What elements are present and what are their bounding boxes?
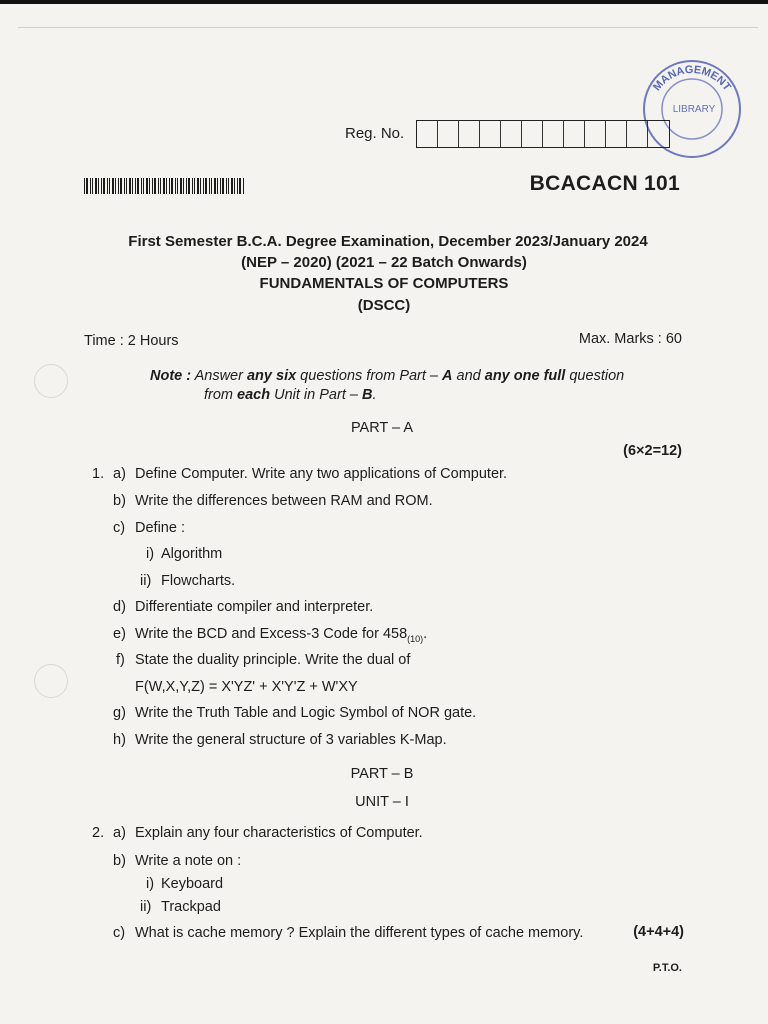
part-a-heading: PART – A xyxy=(350,420,414,436)
note-line-2 xyxy=(150,386,690,405)
barcode-bar xyxy=(171,178,173,194)
reg-no-digit-box[interactable] xyxy=(501,121,522,147)
barcode xyxy=(84,178,247,194)
question-number: 2. xyxy=(92,825,105,841)
barcode-bar xyxy=(169,178,170,194)
barcode-bar xyxy=(203,178,204,194)
reg-no-digit-box[interactable] xyxy=(648,121,669,147)
max-marks: Max. Marks : 60 xyxy=(578,331,682,347)
reg-no-digit-box[interactable] xyxy=(585,121,606,147)
question-1d: Differentiate compiler and interpreter. xyxy=(135,599,374,615)
barcode-bar xyxy=(180,178,182,194)
question-1c: Define : xyxy=(135,520,185,536)
barcode-bar xyxy=(141,178,142,194)
punch-hole-mark xyxy=(34,664,68,698)
barcode-bar xyxy=(126,178,127,194)
barcode-bar xyxy=(228,178,229,194)
question-2b: Write a note on : xyxy=(135,853,242,869)
barcode-bar xyxy=(205,178,207,194)
barcode-bar xyxy=(222,178,224,194)
barcode-bar xyxy=(234,178,235,194)
sub-question-label: f) xyxy=(116,652,125,668)
question-2b-ii: Trackpad xyxy=(161,899,221,915)
note-text: from xyxy=(204,387,238,403)
barcode-bar xyxy=(120,178,122,194)
barcode-bar xyxy=(95,178,97,194)
part-a-marks: (6×2=12) xyxy=(623,443,682,459)
question-1f: State the duality principle. Write the dual of xyxy=(135,652,411,668)
barcode-bar xyxy=(109,178,110,194)
note-emphasis: each xyxy=(237,387,271,403)
note-emphasis: A xyxy=(442,368,453,384)
barcode-bar xyxy=(163,178,165,194)
boolean-expression: F(W,X,Y,Z) = X'YZ' + X'Y'Z + W'XY xyxy=(135,679,358,695)
reg-no-digit-box[interactable] xyxy=(417,121,438,147)
barcode-bar xyxy=(231,178,233,194)
sub-question-label: h) xyxy=(113,732,126,748)
barcode-bar xyxy=(90,178,91,194)
note-text: question xyxy=(565,368,625,384)
question-number: 1. xyxy=(92,466,105,482)
question-2a: Explain any four characteristics of Computer. xyxy=(135,825,423,841)
question-1e-end: . xyxy=(423,626,428,642)
sub-question-label: b) xyxy=(113,853,126,869)
note-text: Unit in Part – xyxy=(270,387,362,403)
barcode-bar xyxy=(84,178,85,194)
barcode-bar xyxy=(183,178,184,194)
reg-no-digit-box[interactable] xyxy=(543,121,564,147)
barcode-bar xyxy=(152,178,153,194)
question-2b-i: Keyboard xyxy=(161,876,224,892)
sub-part-label: ii) xyxy=(140,899,152,915)
reg-no-boxes[interactable] xyxy=(416,120,670,148)
barcode-bar xyxy=(188,178,190,194)
reg-no-digit-box[interactable] xyxy=(606,121,627,147)
note-emphasis: B xyxy=(361,387,373,403)
note-emphasis: any six xyxy=(246,368,297,384)
paper-code: BCACACN 101 xyxy=(529,172,680,195)
question-1e-text: Write the BCD and Excess-3 Code for 458 xyxy=(135,626,408,642)
sub-question-label: a) xyxy=(113,466,126,482)
barcode-bar xyxy=(209,178,210,194)
question-1c-i: Algorithm xyxy=(161,546,223,562)
barcode-bar xyxy=(177,178,178,194)
unit-heading: UNIT – I xyxy=(355,794,409,810)
barcode-bar xyxy=(143,178,144,194)
scan-top-edge xyxy=(0,0,768,4)
barcode-bar xyxy=(86,178,88,194)
exam-scheme: (NEP – 2020) (2021 – 22 Batch Onwards) xyxy=(241,254,527,271)
note-label: Note : xyxy=(150,368,192,384)
reg-no-digit-box[interactable] xyxy=(522,121,543,147)
sub-part-label: i) xyxy=(146,546,155,562)
sub-question-label: e) xyxy=(113,626,126,642)
barcode-bar xyxy=(154,178,156,194)
question-1a: Define Computer. Write any two applications of Computer. xyxy=(135,466,508,482)
barcode-bar xyxy=(192,178,193,194)
note-text: Answer xyxy=(194,368,247,384)
barcode-bar xyxy=(220,178,221,194)
barcode-bar xyxy=(129,178,131,194)
barcode-bar xyxy=(146,178,148,194)
barcode-bar xyxy=(92,178,93,194)
stamp-center-text: LIBRARY xyxy=(672,104,716,115)
barcode-bar xyxy=(217,178,218,194)
sub-question-label: g) xyxy=(113,705,126,721)
barcode-bar xyxy=(194,178,195,194)
barcode-bar xyxy=(160,178,161,194)
question-2c: What is cache memory ? Explain the different types of cache memory. xyxy=(135,925,584,941)
sub-question-label: a) xyxy=(113,825,126,841)
question-1b: Write the differences between RAM and ROM. xyxy=(135,493,433,509)
sub-part-label: i) xyxy=(146,876,155,892)
barcode-bar xyxy=(137,178,139,194)
barcode-bar xyxy=(186,178,187,194)
barcode-bar xyxy=(107,178,108,194)
question-1g: Write the Truth Table and Logic Symbol of NOR gate. xyxy=(135,705,477,721)
reg-no-digit-box[interactable] xyxy=(564,121,585,147)
part-b-heading: PART – B xyxy=(350,766,414,782)
barcode-bar xyxy=(166,178,167,194)
subject-title: FUNDAMENTALS OF COMPUTERS xyxy=(259,275,509,292)
barcode-bar xyxy=(98,178,99,194)
note-text: questions from Part – xyxy=(296,368,443,384)
exam-title: First Semester B.C.A. Degree Examination, December 2023/January 2024 xyxy=(128,233,648,250)
barcode-bar xyxy=(243,178,244,194)
page-rule xyxy=(18,27,758,28)
subject-type: (DSCC) xyxy=(357,297,411,314)
note-emphasis: any one full xyxy=(484,368,566,384)
sub-question-label: d) xyxy=(113,599,126,615)
question-2-marks: (4+4+4) xyxy=(633,924,684,940)
barcode-bar xyxy=(197,178,199,194)
barcode-bar xyxy=(226,178,227,194)
instructions-note xyxy=(150,367,690,405)
base-subscript: (10) xyxy=(407,634,424,644)
barcode-bar xyxy=(115,178,116,194)
sub-question-label: c) xyxy=(113,925,126,941)
barcode-bar xyxy=(200,178,201,194)
note-text: and xyxy=(452,368,485,384)
barcode-bar xyxy=(175,178,176,194)
punch-hole-mark xyxy=(34,364,68,398)
sub-part-label: ii) xyxy=(140,573,152,589)
question-1c-ii: Flowcharts. xyxy=(161,573,236,589)
barcode-bar xyxy=(118,178,119,194)
barcode-bar xyxy=(112,178,114,194)
barcode-bar xyxy=(237,178,238,194)
barcode-bar xyxy=(135,178,136,194)
barcode-bar xyxy=(239,178,241,194)
barcode-bar xyxy=(101,178,102,194)
barcode-bar xyxy=(211,178,212,194)
barcode-bar xyxy=(149,178,150,194)
reg-no-label: Reg. No. xyxy=(345,125,405,142)
reg-no-digit-box[interactable] xyxy=(438,121,459,147)
stamp-arc-text: MANAGEMENT xyxy=(651,63,734,94)
barcode-bar xyxy=(124,178,125,194)
sub-question-label: b) xyxy=(113,493,126,509)
question-1e xyxy=(135,626,427,644)
sub-question-label: c) xyxy=(113,520,126,536)
barcode-bar xyxy=(132,178,133,194)
note-text: . xyxy=(372,387,377,403)
reg-no-digit-box[interactable] xyxy=(459,121,480,147)
barcode-bar xyxy=(103,178,105,194)
question-1h: Write the general structure of 3 variables K-Map. xyxy=(135,732,447,748)
please-turn-over: P.T.O. xyxy=(652,962,682,974)
reg-no-digit-box[interactable] xyxy=(627,121,648,147)
barcode-bar xyxy=(214,178,216,194)
exam-time: Time : 2 Hours xyxy=(84,333,179,349)
barcode-bar xyxy=(158,178,159,194)
reg-no-digit-box[interactable] xyxy=(480,121,501,147)
